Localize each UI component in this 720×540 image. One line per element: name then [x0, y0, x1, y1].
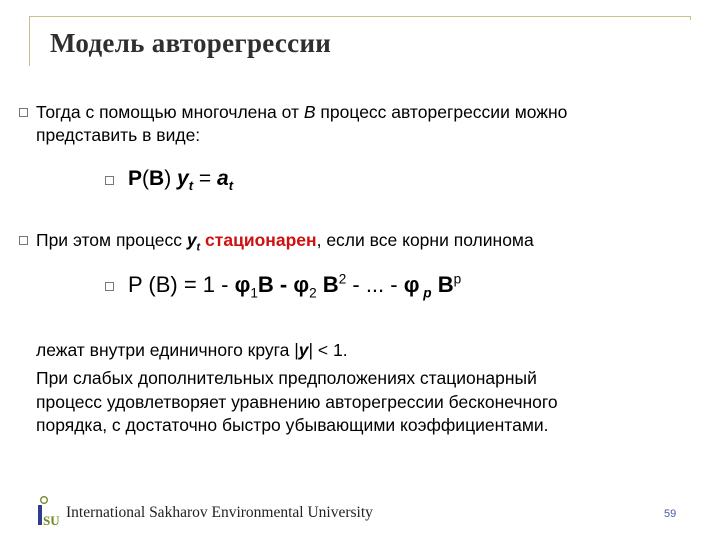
p2-text-b: , если все корни полинома	[316, 230, 534, 250]
paragraph-4-line-1: При слабых дополнительных предположениях стационарный	[36, 368, 537, 388]
p2-stationary-highlight: стационарен	[205, 230, 317, 250]
footer-university-name: International Sakharov Environmental University	[66, 504, 373, 521]
bullet-1	[19, 108, 28, 117]
eq2-phi2-sub: 2	[309, 285, 317, 301]
p2-y-sub: t	[196, 241, 201, 254]
eq2-phi1-sub: 1	[250, 285, 258, 301]
paragraph-1-line-2: представить в виде:	[36, 125, 201, 145]
eq1-y-sub: t	[188, 178, 194, 194]
bullet-3	[19, 236, 28, 245]
eq2-bp-sup: p	[453, 271, 462, 287]
eq2-ellipsis: - ... -	[346, 272, 404, 297]
eq2-phi1: φ	[234, 272, 251, 297]
slide-title: Модель авторегрессии	[50, 28, 332, 58]
p2-y: y	[186, 230, 197, 250]
eq2-bp: B	[431, 272, 454, 297]
bullet-4	[105, 282, 114, 291]
equation-2	[128, 271, 462, 301]
paragraph-4-line-2: процесс удовлетворяет уравнению авторегрессии бесконечного	[36, 392, 558, 412]
svg-text:SU: SU	[43, 513, 60, 526]
title-frame-right	[690, 16, 691, 20]
eq2-phi2: φ	[293, 272, 310, 297]
eq1-b: B	[149, 167, 165, 190]
eq2-phip: φ	[403, 272, 420, 297]
equation-1	[128, 167, 234, 194]
eq1-y: y	[177, 167, 189, 190]
eq2-lhs: P (B) = 1 -	[128, 272, 235, 297]
paragraph-2	[36, 229, 534, 254]
eq2-b2-sup: 2	[338, 271, 347, 287]
university-logo	[36, 496, 60, 526]
page-number: 59	[664, 508, 677, 520]
bullet-2	[105, 176, 114, 185]
eq2-phip-sub: p	[419, 285, 432, 301]
paragraph-1-line-1	[36, 101, 567, 123]
p1-text-a: Тогда с помощью многочлена от	[36, 102, 304, 122]
p1-text-b: процесс авторегрессии можно	[315, 102, 568, 122]
title-frame-left	[29, 16, 30, 66]
eq2-b1: B -	[257, 272, 294, 297]
eq1-lparen: (	[142, 167, 150, 190]
p3-text-a: лежат внутри единичного круга |	[36, 340, 299, 360]
paragraph-3	[36, 339, 348, 361]
eq1-p: P	[128, 167, 143, 190]
p3-text-b: | < 1.	[308, 340, 348, 360]
eq1-equals: =	[193, 167, 217, 190]
eq2-b2: B	[316, 272, 339, 297]
p2-text-a: При этом процесс	[36, 230, 187, 250]
title-frame-top	[29, 16, 691, 17]
eq1-a: a	[217, 167, 229, 190]
p1-variable-b: B	[303, 102, 316, 122]
eq1-rparen: )	[164, 167, 172, 190]
paragraph-4-line-3: порядка, с достаточно быстро убывающими коэффициентами.	[36, 415, 549, 435]
p3-y: y	[298, 340, 309, 360]
eq1-a-sub: t	[228, 178, 234, 194]
